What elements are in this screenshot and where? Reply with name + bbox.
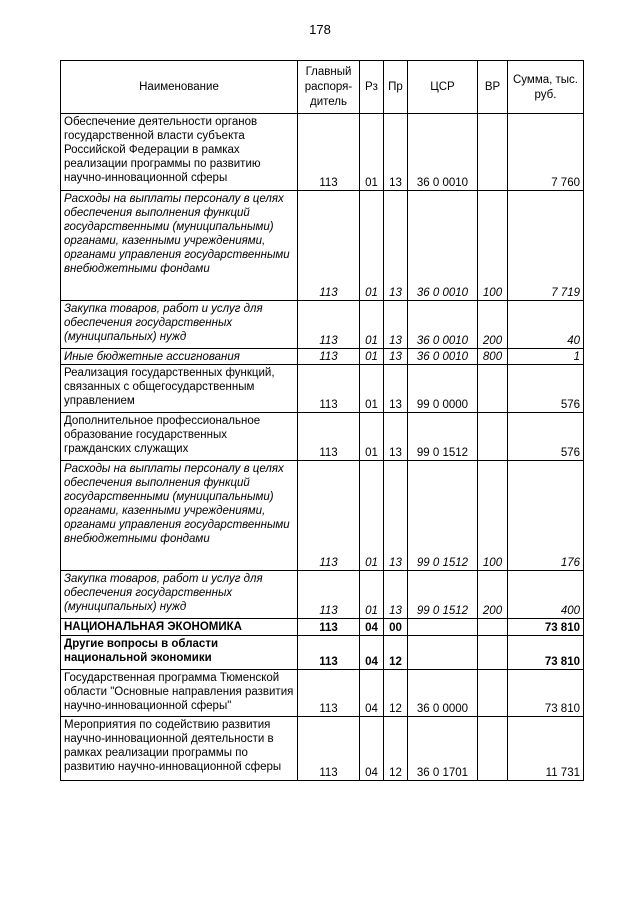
- cell-vr: [478, 670, 508, 717]
- table-row: [61, 461, 584, 571]
- cell-vr: 100: [478, 461, 508, 571]
- cell-pr: 13: [384, 114, 408, 191]
- cell-rz: 01: [360, 191, 384, 301]
- cell-gr: 113: [298, 413, 360, 461]
- cell-vr: [478, 717, 508, 781]
- cell-csr: 36 0 0010: [408, 301, 478, 349]
- cell-name: Иные бюджетные ассигнования: [61, 349, 298, 365]
- table-row: [61, 191, 584, 301]
- cell-pr: 13: [384, 191, 408, 301]
- cell-gr: 113: [298, 571, 360, 619]
- cell-pr: 13: [384, 301, 408, 349]
- cell-sum: 7 719: [508, 191, 584, 301]
- cell-sum: 1: [508, 349, 584, 365]
- table-row: [61, 301, 584, 349]
- cell-vr: [478, 636, 508, 670]
- budget-table: [60, 60, 584, 781]
- cell-sum: 73 810: [508, 670, 584, 717]
- table-row: [61, 114, 584, 191]
- cell-rz: 04: [360, 717, 384, 781]
- table-row: [61, 670, 584, 717]
- header-row: [61, 61, 584, 114]
- cell-gr: 113: [298, 717, 360, 781]
- cell-gr: 113: [298, 461, 360, 571]
- cell-rz: 04: [360, 619, 384, 636]
- cell-pr: 13: [384, 571, 408, 619]
- cell-pr: 13: [384, 365, 408, 413]
- table-row: [61, 717, 584, 781]
- cell-pr: 12: [384, 717, 408, 781]
- cell-gr: 113: [298, 365, 360, 413]
- cell-csr: 36 0 0010: [408, 191, 478, 301]
- header-main-manager: Главный распоря-дитель: [298, 61, 360, 114]
- cell-rz: 04: [360, 670, 384, 717]
- cell-gr: 113: [298, 114, 360, 191]
- cell-name: Закупка товаров, работ и услуг для обеспечения государственных (муниципальных) нужд: [61, 301, 298, 349]
- cell-name: Закупка товаров, работ и услуг для обеспечения государственных (муниципальных) нужд: [61, 571, 298, 619]
- cell-sum: 11 731: [508, 717, 584, 781]
- cell-csr: [408, 619, 478, 636]
- table-row: [61, 365, 584, 413]
- cell-vr: 200: [478, 571, 508, 619]
- cell-gr: 113: [298, 636, 360, 670]
- cell-sum: 40: [508, 301, 584, 349]
- cell-csr: 99 0 0000: [408, 365, 478, 413]
- header-vr: ВР: [478, 61, 508, 114]
- cell-pr: 00: [384, 619, 408, 636]
- cell-gr: 113: [298, 191, 360, 301]
- cell-rz: 01: [360, 301, 384, 349]
- cell-csr: 99 0 1512: [408, 571, 478, 619]
- cell-vr: 100: [478, 191, 508, 301]
- cell-csr: 99 0 1512: [408, 413, 478, 461]
- cell-gr: 113: [298, 349, 360, 365]
- header-name: Наименование: [61, 61, 298, 114]
- cell-pr: 12: [384, 636, 408, 670]
- cell-name: Государственная программа Тюменской области "Основные направления развития научно-инновационной сферы": [61, 670, 298, 717]
- cell-name: Мероприятия по содействию развития научно-инновационной деятельности в рамках реализации программы по развитию научно-инновационной сферы: [61, 717, 298, 781]
- cell-csr: 36 0 0010: [408, 349, 478, 365]
- cell-name: НАЦИОНАЛЬНАЯ ЭКОНОМИКА: [61, 619, 298, 636]
- cell-vr: [478, 413, 508, 461]
- cell-sum: 576: [508, 413, 584, 461]
- cell-rz: 04: [360, 636, 384, 670]
- header-rz: Рз: [360, 61, 384, 114]
- header-sum: Сумма, тыс. руб.: [508, 61, 584, 114]
- cell-sum: 176: [508, 461, 584, 571]
- cell-sum: 73 810: [508, 619, 584, 636]
- cell-name: Расходы на выплаты персоналу в целях обеспечения выполнения функций государственными (муниципальными) органами, казенными учреждениями, органами управления государственными внебюджетными фондами: [61, 461, 298, 571]
- header-pr: Пр: [384, 61, 408, 114]
- cell-name: Дополнительное профессиональное образование государственных гражданских служащих: [61, 413, 298, 461]
- cell-csr: 36 0 0010: [408, 114, 478, 191]
- cell-sum: 73 810: [508, 636, 584, 670]
- cell-rz: 01: [360, 413, 384, 461]
- cell-gr: 113: [298, 670, 360, 717]
- cell-csr: 36 0 1701: [408, 717, 478, 781]
- cell-vr: [478, 619, 508, 636]
- table-row: [61, 349, 584, 365]
- table-row: [61, 571, 584, 619]
- cell-gr: 113: [298, 301, 360, 349]
- cell-csr: [408, 636, 478, 670]
- cell-vr: 800: [478, 349, 508, 365]
- cell-rz: 01: [360, 461, 384, 571]
- cell-rz: 01: [360, 349, 384, 365]
- cell-name: Другие вопросы в области национальной экономики: [61, 636, 298, 670]
- table-row: [61, 413, 584, 461]
- cell-vr: 200: [478, 301, 508, 349]
- cell-vr: [478, 365, 508, 413]
- table-row: [61, 619, 584, 636]
- cell-sum: 576: [508, 365, 584, 413]
- cell-gr: 113: [298, 619, 360, 636]
- cell-name: Расходы на выплаты персоналу в целях обеспечения выполнения функций государственными (муниципальными) органами, казенными учреждениями, органами управления государственными внебюджетными фондами: [61, 191, 298, 301]
- cell-rz: 01: [360, 114, 384, 191]
- cell-csr: 36 0 0000: [408, 670, 478, 717]
- cell-pr: 13: [384, 349, 408, 365]
- cell-csr: 99 0 1512: [408, 461, 478, 571]
- page-number: 178: [309, 22, 331, 37]
- cell-pr: 13: [384, 461, 408, 571]
- cell-pr: 12: [384, 670, 408, 717]
- cell-rz: 01: [360, 365, 384, 413]
- cell-rz: 01: [360, 571, 384, 619]
- cell-name: Реализация государственных функций, связанных с общегосударственным управлением: [61, 365, 298, 413]
- cell-name: Обеспечение деятельности органов государственной власти субъекта Российской Федерации в рамках реализации программы по развитию научно-инновационной сферы: [61, 114, 298, 191]
- cell-vr: [478, 114, 508, 191]
- cell-pr: 13: [384, 413, 408, 461]
- cell-sum: 7 760: [508, 114, 584, 191]
- cell-sum: 400: [508, 571, 584, 619]
- table-row: [61, 636, 584, 670]
- header-csr: ЦСР: [408, 61, 478, 114]
